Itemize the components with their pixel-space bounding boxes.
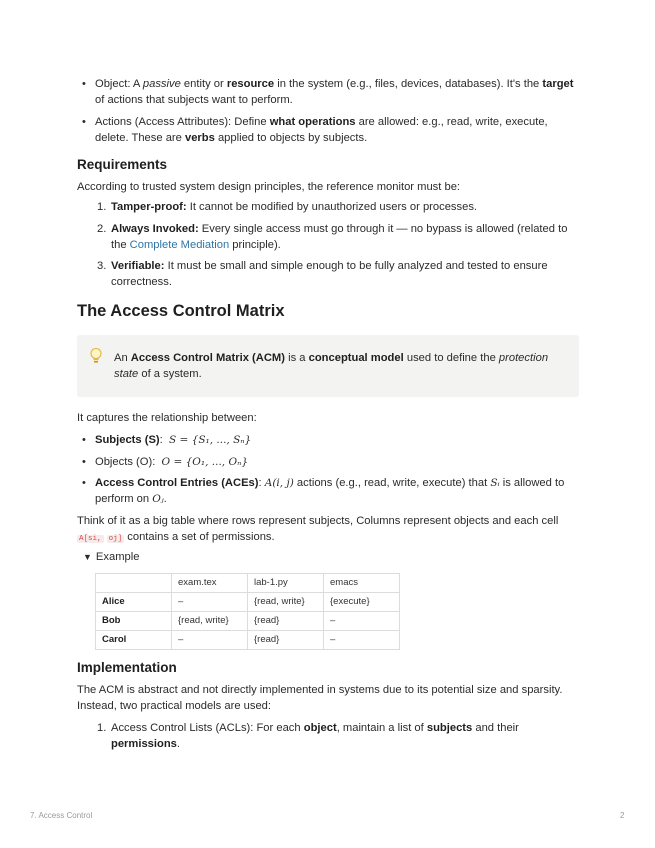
lightbulb-icon	[89, 347, 103, 365]
implementation-intro: The ACM is abstract and not directly implemented in systems due to its potential size and sparsity. Instead, two practical models are used:	[77, 684, 563, 712]
table-cell: {read}	[248, 612, 324, 631]
table-header-cell	[96, 574, 172, 593]
think-paragraph: Think of it as a big table where rows represent subjects, Columns represent objects and each cell A[si, oj] contains a set of permissions.	[77, 515, 559, 543]
acm-item-subjects: • Subjects (S): S = {S₁, ..., Sₙ}	[77, 433, 579, 449]
table-header-row	[96, 574, 400, 593]
table-cell: Bob	[96, 612, 172, 631]
table-cell: {read}	[248, 631, 324, 650]
acm-heading: The Access Control Matrix	[77, 302, 285, 320]
page-number: 2	[620, 811, 625, 820]
table-cell: –	[324, 631, 400, 650]
requirement-item: 3. Verifiable: It must be small and simple enough to be fully analyzed and tested to ensure correctness.	[97, 260, 548, 288]
table-header-cell: emacs	[324, 574, 400, 593]
table-header-cell: exam.tex	[172, 574, 248, 593]
requirement-item: 1. Tamper-proof: It cannot be modified by unauthorized users or processes.	[97, 201, 478, 213]
table-cell: Alice	[96, 593, 172, 612]
bullet-actions: • Actions (Access Attributes): Define what operations are allowed: e.g., read, write, execute, delete. These are verbs applied to objects by subjects.	[77, 115, 579, 146]
table-cell: –	[172, 593, 248, 612]
complete-mediation-link[interactable]: Complete Mediation	[129, 238, 230, 251]
acm-callout	[77, 335, 579, 397]
captures-text: It captures the relationship between:	[77, 412, 257, 424]
implementation-heading: Implementation	[77, 660, 177, 675]
requirement-item: 2. Always Invoked: Every single access must go through it — no bypass is allowed (related to the Complete Mediation principle).	[97, 223, 568, 251]
requirements-heading: Requirements	[77, 157, 168, 172]
requirements-intro: According to trusted system design principles, the reference monitor must be:	[77, 181, 461, 193]
table-cell: {read, write}	[172, 612, 248, 631]
table-cell: {execute}	[324, 593, 400, 612]
bullet-object: • Object: A passive entity or resource in the system (e.g., files, devices, databases). It's the target of actions that subjects want to perform.	[77, 77, 579, 108]
implementation-item: 1. Access Control Lists (ACLs): For each object, maintain a list of subjects and their permissions.	[97, 722, 519, 750]
table-cell: Carol	[96, 631, 172, 650]
triangle-down-icon: ▼	[83, 552, 92, 562]
acm-item-objects: • Objects (O): O = {O₁, ..., Oₙ}	[77, 455, 579, 471]
table-cell: –	[324, 612, 400, 631]
inline-code: A[si,	[79, 534, 102, 543]
table-row	[96, 593, 400, 612]
example-table	[95, 573, 400, 650]
callout-text: An Access Control Matrix (ACM) is a conceptual model used to define the protection state of a system.	[114, 352, 549, 380]
example-toggle[interactable]: ▼ Example	[83, 551, 140, 563]
acm-item-aces: • Access Control Entries (ACEs): A(i, j) actions (e.g., read, write, execute) that Sᵢ is allowed to perform on Oⱼ.	[77, 476, 579, 507]
table-header-cell: lab-1.py	[248, 574, 324, 593]
table-row	[96, 612, 400, 631]
table-row	[96, 631, 400, 650]
inline-code: oj]	[108, 534, 123, 543]
footer-title: 7. Access Control	[30, 811, 93, 820]
table-cell: {read, write}	[248, 593, 324, 612]
table-cell: –	[172, 631, 248, 650]
